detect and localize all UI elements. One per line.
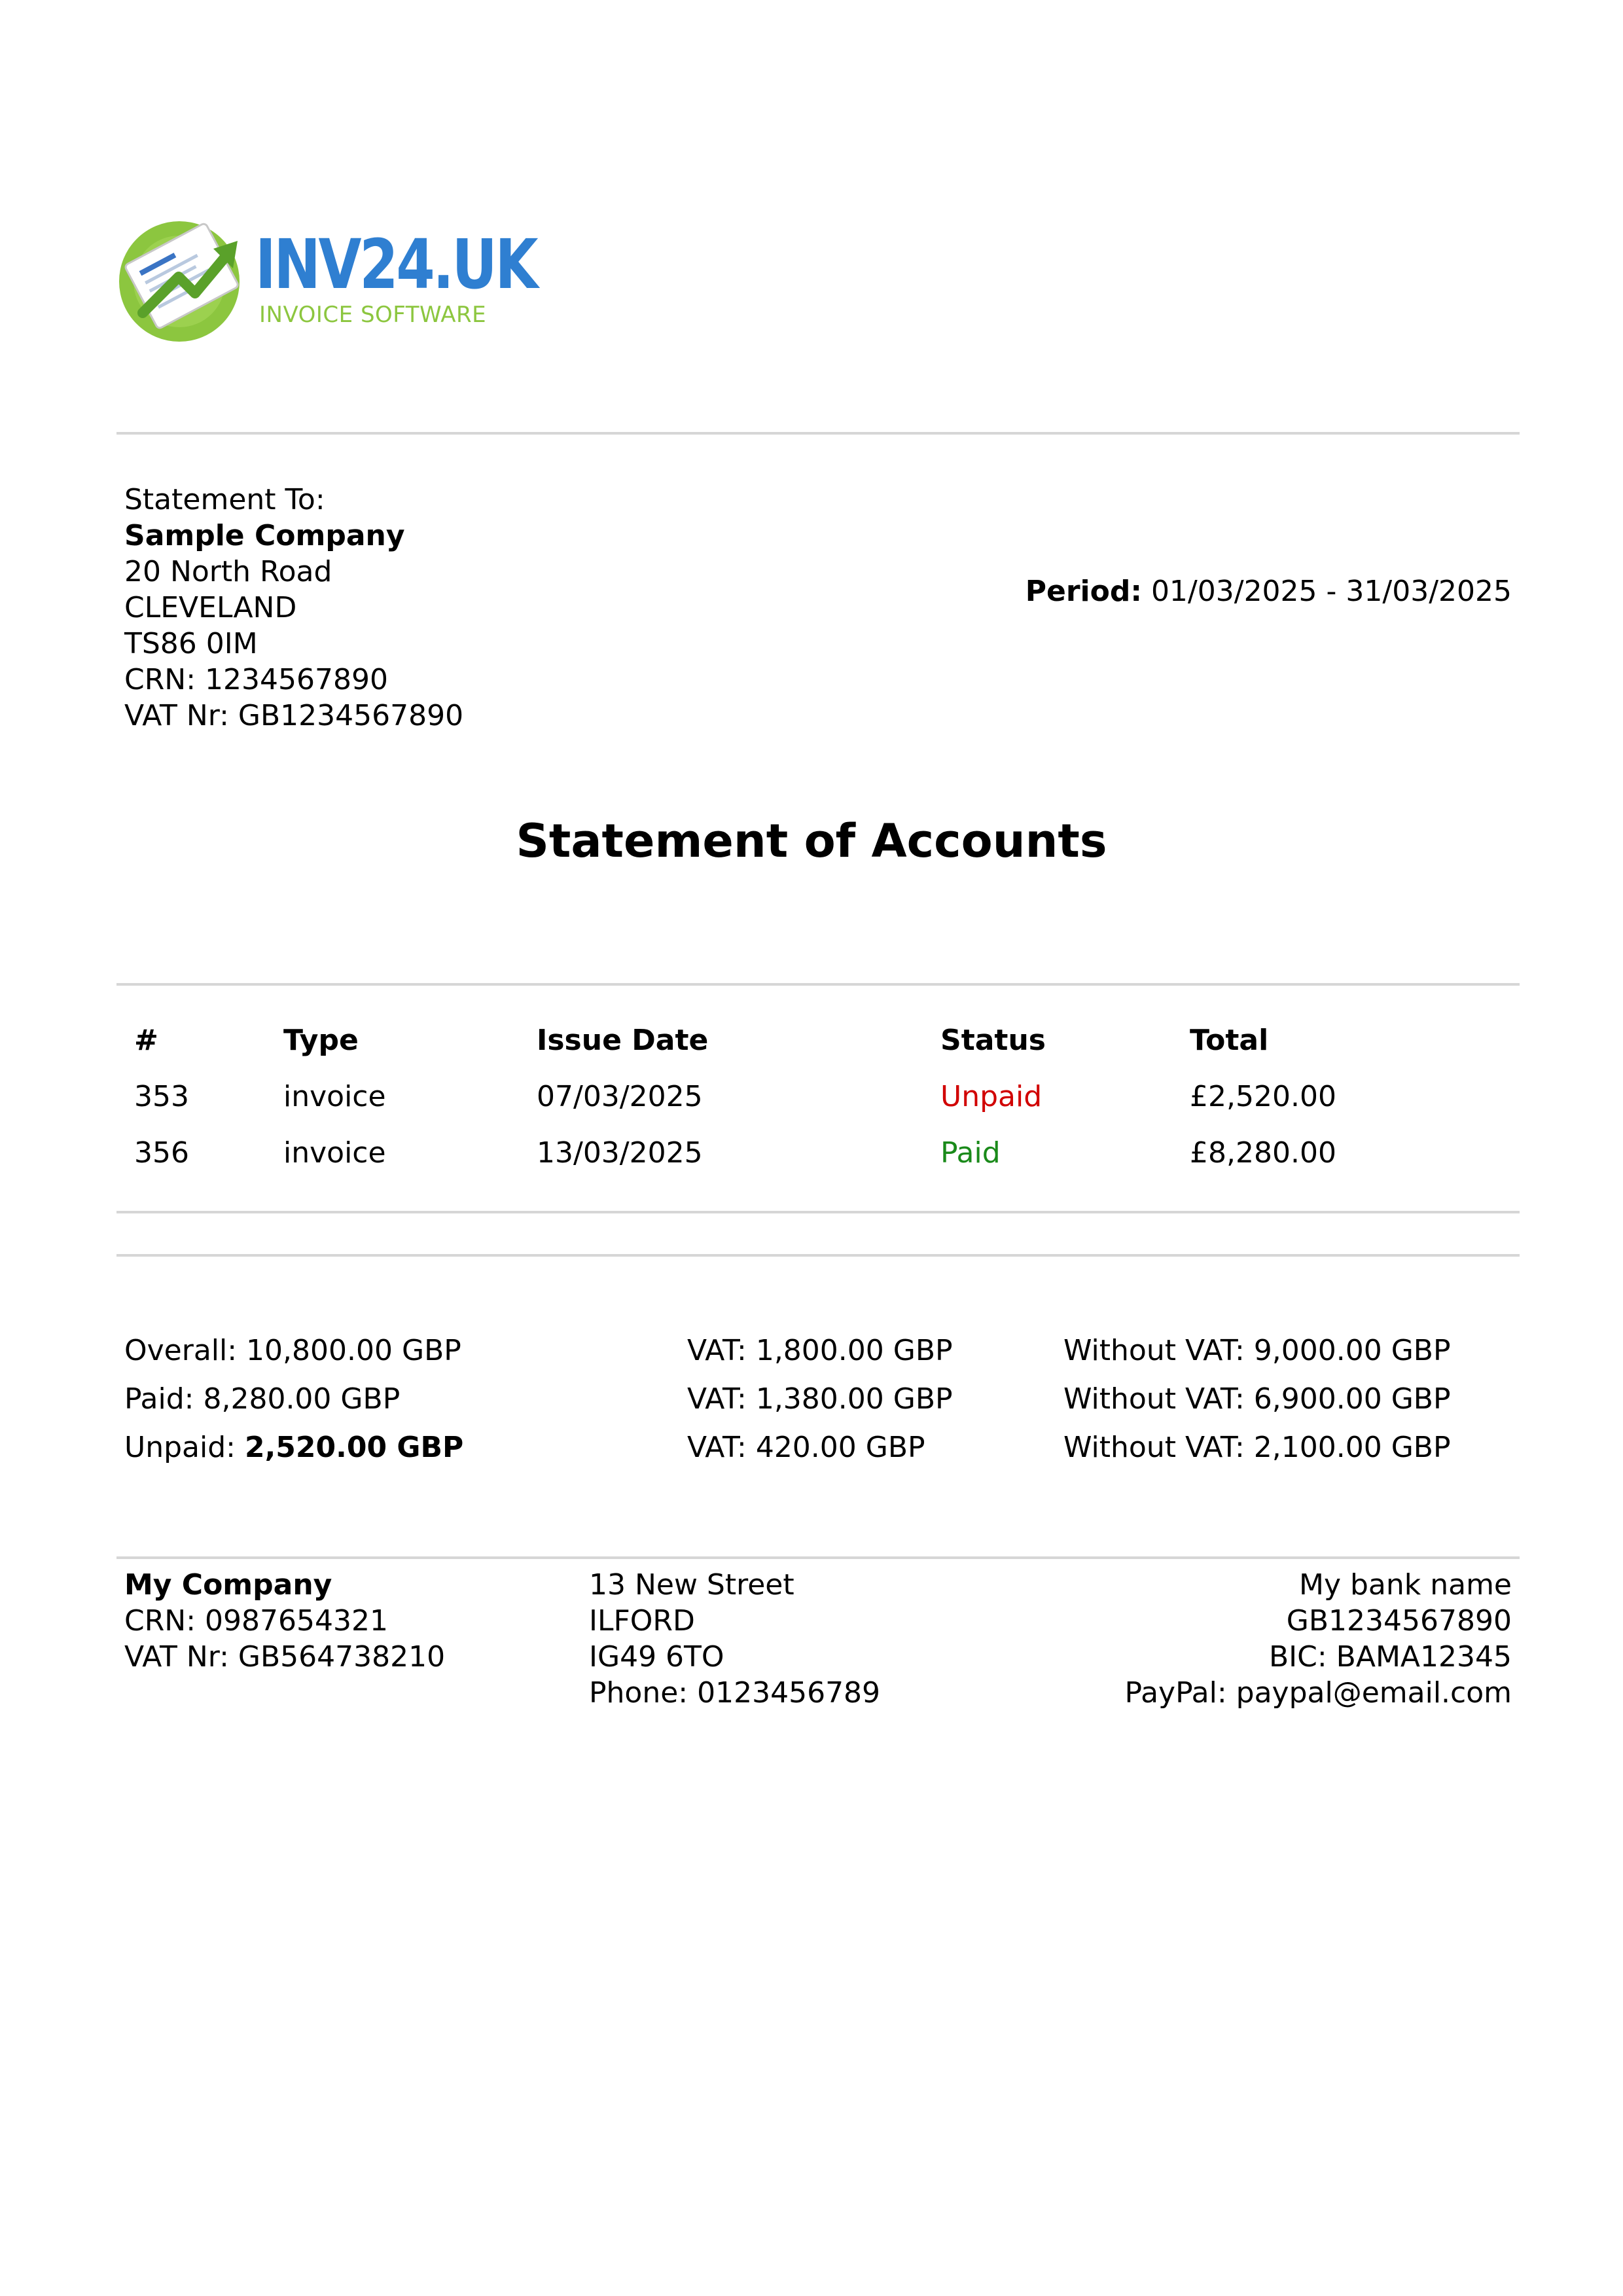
footer-company-name: My Company — [124, 1568, 332, 1602]
row-issue-date: 13/03/2025 — [537, 1136, 703, 1170]
footer-bank-name: My bank name — [1298, 1568, 1512, 1602]
row-number: 356 — [134, 1136, 189, 1170]
recipient-address: 20 North Road — [124, 555, 332, 588]
row-number: 353 — [134, 1080, 189, 1113]
row-total: £2,520.00 — [1190, 1080, 1336, 1113]
column-header-type: Type — [283, 1024, 359, 1057]
footer-vat: VAT Nr: GB564738210 — [124, 1640, 446, 1674]
summary-overall-net: Without VAT: 9,000.00 GBP — [1063, 1334, 1451, 1367]
summary-paid-net: Without VAT: 6,900.00 GBP — [1063, 1382, 1451, 1416]
table-top-divider — [116, 983, 1520, 986]
footer-street: 13 New Street — [589, 1568, 794, 1602]
summary-top-divider — [116, 1254, 1520, 1257]
column-header-status: Status — [940, 1024, 1046, 1057]
row-type: invoice — [283, 1080, 386, 1113]
summary-unpaid-vat: VAT: 420.00 GBP — [687, 1431, 925, 1464]
logo-icon — [116, 208, 254, 346]
summary-overall: Overall: 10,800.00 GBP — [124, 1334, 461, 1367]
recipient-crn: CRN: 1234567890 — [124, 663, 388, 696]
row-total: £8,280.00 — [1190, 1136, 1336, 1170]
row-status-paid: Paid — [940, 1136, 1001, 1170]
footer-paypal: PayPal: paypal@email.com — [1124, 1676, 1512, 1710]
logo-wordmark: INV24.UK — [255, 224, 537, 304]
summary-overall-vat: VAT: 1,800.00 GBP — [687, 1334, 953, 1367]
summary-unpaid-label: Unpaid: — [124, 1431, 245, 1464]
column-header-issue-date: Issue Date — [537, 1024, 709, 1057]
logo-tagline: INVOICE SOFTWARE — [259, 302, 487, 328]
row-status-unpaid: Unpaid — [940, 1080, 1043, 1113]
recipient-city: CLEVELAND — [124, 591, 297, 624]
statement-period — [851, 573, 1512, 609]
summary-unpaid-net: Without VAT: 2,100.00 GBP — [1063, 1431, 1451, 1464]
summary-unpaid — [124, 1429, 463, 1465]
footer-postcode: IG49 6TO — [589, 1640, 724, 1674]
row-type: invoice — [283, 1136, 386, 1170]
header-divider — [116, 432, 1520, 435]
company-logo — [116, 208, 537, 346]
period-value: 01/03/2025 - 31/03/2025 — [1141, 575, 1512, 608]
page-title: Statement of Accounts — [516, 814, 1107, 868]
footer-bic: BIC: BAMA12345 — [1268, 1640, 1512, 1674]
footer-iban: GB1234567890 — [1286, 1604, 1512, 1638]
period-label: Period: — [1025, 575, 1142, 608]
recipient-vat: VAT Nr: GB1234567890 — [124, 699, 464, 732]
summary-unpaid-value: 2,520.00 GBP — [244, 1431, 464, 1464]
footer-city: ILFORD — [589, 1604, 695, 1638]
summary-paid: Paid: 8,280.00 GBP — [124, 1382, 401, 1416]
summary-paid-vat: VAT: 1,380.00 GBP — [687, 1382, 953, 1416]
table-bottom-divider — [116, 1211, 1520, 1213]
recipient-company: Sample Company — [124, 519, 405, 552]
footer-phone: Phone: 0123456789 — [589, 1676, 881, 1710]
column-header-number: # — [134, 1024, 158, 1057]
row-issue-date: 07/03/2025 — [537, 1080, 703, 1113]
statement-to-label: Statement To: — [124, 483, 325, 516]
footer-crn: CRN: 0987654321 — [124, 1604, 388, 1638]
footer-divider — [116, 1556, 1520, 1559]
recipient-postcode: TS86 0IM — [124, 627, 258, 660]
column-header-total: Total — [1190, 1024, 1269, 1057]
